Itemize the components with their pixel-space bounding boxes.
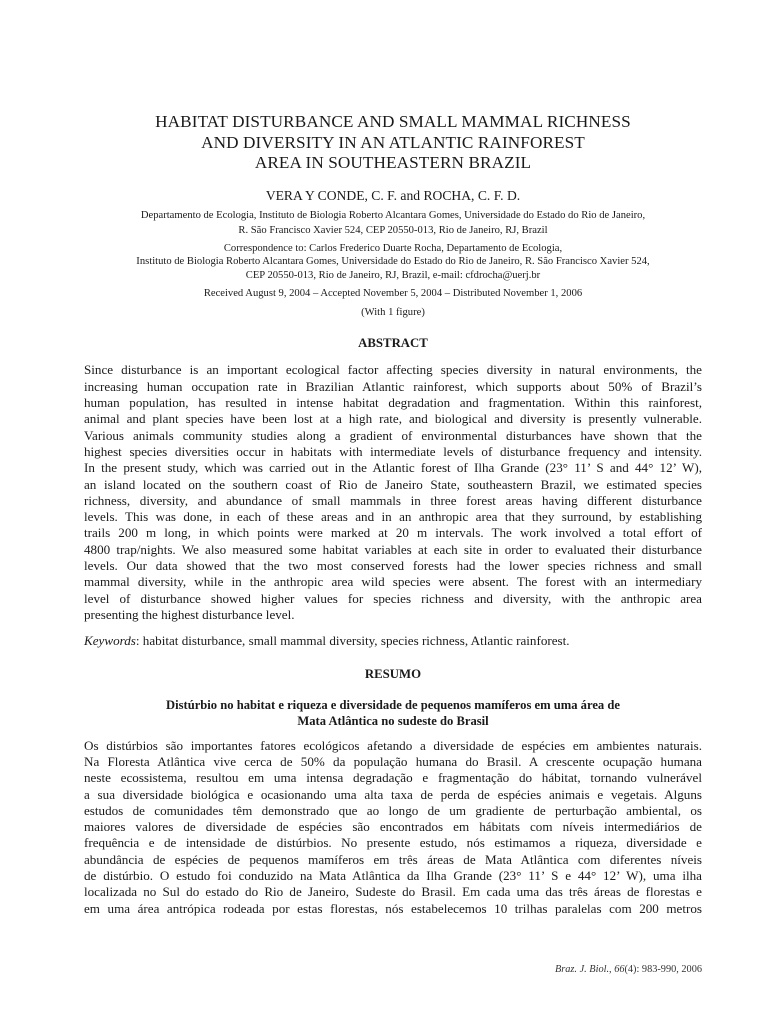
title-line: AREA IN SOUTHEASTERN BRAZIL — [254, 153, 532, 172]
abstract-line: levels. This was done, in each of these areas and in an anthropic area that they surround, by establishing — [84, 509, 702, 525]
title-line: HABITAT DISTURBANCE AND SMALL MAMMAL RICHNESS — [155, 112, 631, 131]
abstract-line: animal and plant species have been lost at a high rate, and biological and diversity is presently vulnerable. — [84, 411, 702, 427]
correspondence-line: Correspondence to: Carlos Frederico Duarte Rocha, Departamento de Ecologia, — [223, 242, 563, 254]
abstract-heading: ABSTRACT — [358, 336, 428, 351]
journal-volume: 66 — [614, 964, 625, 975]
abstract-line: levels. Our data showed that the two most conserved forests had the lower species richness and small — [84, 558, 702, 574]
keywords-text: : habitat disturbance, small mammal diversity, species richness, Atlantic rainforest. — [135, 633, 570, 649]
abstract-line: In the present study, which was carried out in the Atlantic forest of Ilha Grande (23° 11’ S and 44° 12’ W), — [84, 460, 702, 476]
abstract-line: richness, diversity, and abundance of small mammals in three forest areas having different disturbance — [84, 492, 702, 508]
resumo-line: estudos de comunidades têm demonstrado que ao longo de um gradiente de perturbação ambiental, os — [84, 802, 702, 818]
affiliation-line: R. São Francisco Xavier 524, CEP 20550-013, Rio de Janeiro, RJ, Brazil — [238, 224, 548, 236]
keywords-label: Keywords — [84, 633, 136, 649]
resumo-title-line: Distúrbio no habitat e riqueza e diversidade de pequenos mamíferos em uma área de — [166, 698, 620, 713]
resumo-line: de distúrbio. O estudo foi conduzido na Mata Atlântica da Ilha Grande (23° 11’ S e 44° 12’ W), uma ilha — [84, 868, 702, 883]
resumo-line: localizada no Sul do estado do Rio de Janeiro, Sudeste do Brasil. Em cada uma das três áreas de florestas e — [84, 884, 702, 900]
affiliation — [84, 208, 702, 238]
correspondence-line: CEP 20550-013, Rio de Janeiro, RJ, Brazil, e-mail: cfdrocha@uerj.br — [245, 269, 541, 281]
keywords — [84, 633, 702, 649]
abstract-line: Various animals community studies along a gradient of environmental disturbances have shown that the — [84, 427, 702, 443]
abstract-line: an island located on the southern coast of Rio de Janeiro State, southeastern Brazil, we estimated species — [84, 476, 702, 492]
resumo-line: em uma área antrópica rodeada por estas florestas, nós estabelecemos 10 trilhas paralelas com 200 metros — [84, 900, 702, 916]
resumo-line: Na Floresta Atlântica vive cerca de 50% da população humana do Brasil. A crescente ocupação humana — [84, 753, 702, 769]
resumo-heading: RESUMO — [364, 667, 422, 682]
journal-issue-pages: (4): 983-990, 2006 — [624, 964, 702, 975]
resumo-line: maiores valores de diversidade de espécies são encontrados em hábitats com níveis intermediários de — [84, 819, 702, 835]
abstract-line: level of disturbance showed higher values for species richness and diversity, with the anthropic area — [84, 590, 702, 606]
resumo-line: neste ecossistema, resultou em uma intensa degradação e fragmentação do hábitat, tornando vulnerável — [84, 770, 702, 786]
correspondence-line: Instituto de Biologia Roberto Alcantara Gomes, Universidade do Estado do Rio de Janeiro, R. São Francisco Xavier 524, — [136, 256, 650, 268]
resumo-line: a sua diversidade biológica e ocasionando uma alta taxa de perda de espécies animais e vegetais. Alguns — [84, 786, 702, 802]
abstract-line: mammal diversity, while in the anthropic area wild species were absent. The forest with an intermediary — [84, 574, 702, 590]
received-dates: Received August 9, 2004 – Accepted November 5, 2004 – Distributed November 1, 2006 — [203, 288, 583, 300]
abstract-line: 4800 trap/nights. We also measured some habitat variables at each site in order to evaluated their disturbance — [84, 541, 702, 557]
authors: VERA Y CONDE, C. F. and ROCHA, C. F. D. — [265, 187, 521, 203]
journal-citation: Braz. J. Biol., 66(4): 983-990, 2006 — [554, 964, 702, 975]
affiliation-line: Departamento de Ecologia, Instituto de Biologia Roberto Alcantara Gomes, Universidade do Estado do Rio de Janeiro, — [140, 209, 646, 221]
abstract-line: trails 200 m long, in which points were marked at 20 m intervals. The work involved a total effort of — [84, 525, 702, 541]
paper-title — [84, 112, 702, 174]
resumo-line: Os distúrbios são importantes fatores ecológicos afetando a diversidade de espécies em ambientes naturais. — [84, 737, 702, 753]
journal-name: Braz. J. Biol. — [554, 964, 610, 975]
abstract-line: highest species diversities occur in habitats with intermediate levels of disturbance frequency and intensity. — [84, 443, 702, 459]
resumo-line: frequência e de intensidade de distúrbios. No presente estudo, nós estimamos a riqueza, diversidade e — [84, 835, 702, 851]
correspondence — [84, 242, 702, 283]
figure-note: (With 1 figure) — [361, 306, 425, 318]
resumo-title-line: Mata Atlântica no sudeste do Brasil — [297, 714, 489, 729]
resumo-line: abundância de espécies de pequenos mamíferos em três áreas de Mata Atlântica com diferentes níveis — [84, 851, 702, 867]
abstract-line: Since disturbance is an important ecological factor affecting species diversity in natural environments, the — [84, 362, 702, 378]
abstract-text — [84, 362, 702, 623]
resumo-text — [84, 738, 702, 917]
abstract-line: human population, has resulted in intense habitat degradation and fragmentation. Within this rainforest, — [84, 395, 702, 411]
resumo-title — [84, 697, 702, 729]
abstract-line: increasing human occupation rate in Brazilian Atlantic rainforest, which supports about 50% of Brazil’s — [84, 378, 702, 394]
paper-page — [84, 0, 702, 917]
abstract-line: presenting the highest disturbance level. — [84, 606, 295, 622]
title-line: AND DIVERSITY IN AN ATLANTIC RAINFOREST — [201, 132, 585, 152]
